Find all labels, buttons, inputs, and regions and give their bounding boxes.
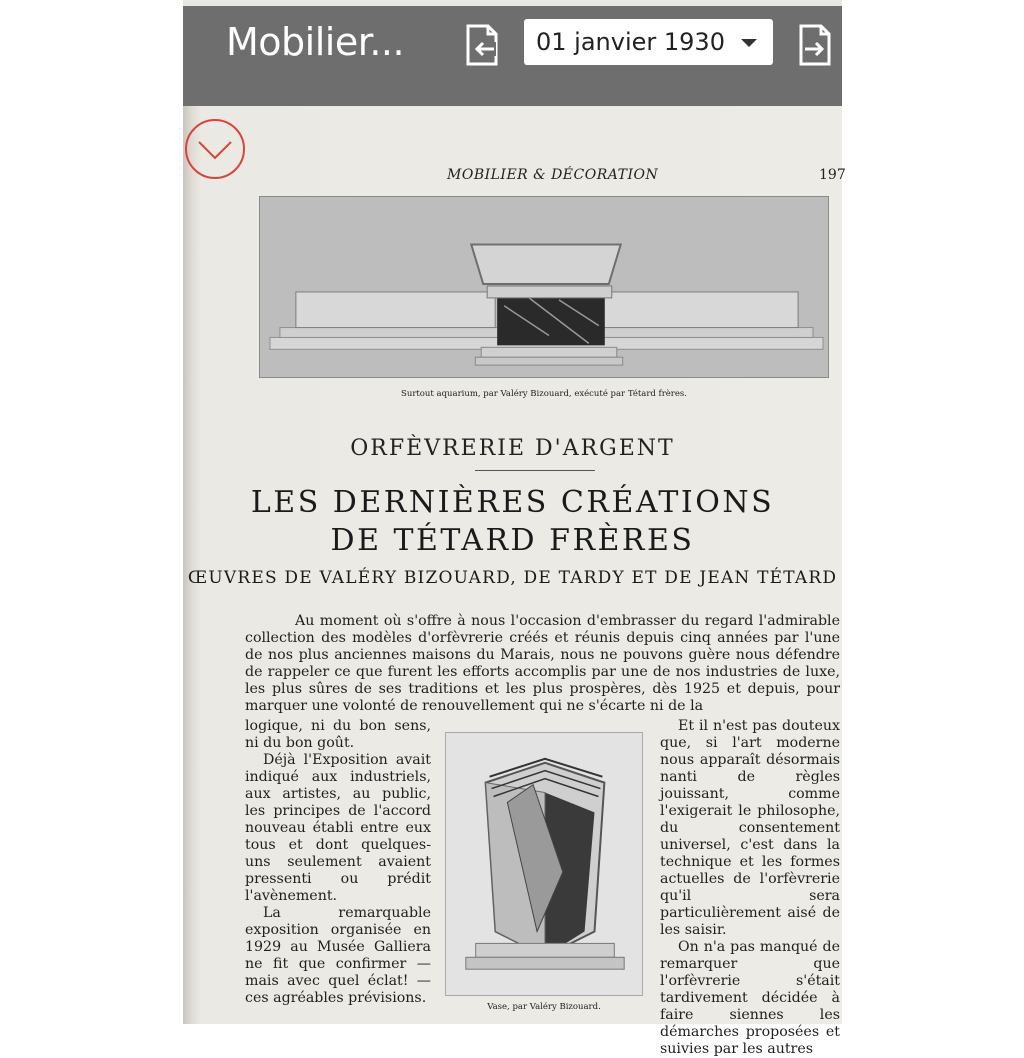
prev-page-button[interactable] — [458, 20, 504, 70]
vase-photo — [445, 732, 643, 996]
date-select[interactable] — [524, 19, 773, 65]
top-toolbar — [183, 6, 842, 106]
next-page-button[interactable] — [795, 20, 841, 70]
article-column-left — [245, 718, 431, 1007]
article-intro: Au moment où s'offre à nous l'occasion d'embrasser du regard l'admirable collection des modèles d'orfèvrerie créés et réunis depuis cinq années par l'une de nos plus anciennes maisons du Marais, nous ne pouvons guère nous défendre de rappeler ce que furent les efforts accomplis par une de nos industries de luxe, les plus sûres de ses traditions et les plus prospères, dès 1925 et depuis, pour marquer une volonté de renouvellement qui ne s'écarte ni de la — [245, 613, 840, 714]
column-right-paragraph: On n'a pas manqué de remarquer que l'orfèvrerie s'était tardivement décidée à faire siennes les démarches proposées et suivies par les autres — [660, 939, 840, 1057]
aquarium-image — [260, 197, 828, 377]
page-next-icon — [795, 20, 841, 70]
article-column-right — [660, 718, 840, 1058]
column-left-paragraph: La remarquable exposition organisée en 1929 au Musée Galliera ne fit que confirmer — mais avec quel éclat! — ces agréables prévisions. — [245, 905, 431, 1006]
magazine-page[interactable] — [183, 106, 846, 1057]
chevron-down-icon — [741, 39, 757, 47]
section-kicker: ORFÈVRERIE D'ARGENT — [350, 436, 675, 461]
publication-title[interactable]: Mobilier... — [226, 20, 405, 64]
vase-caption: Vase, par Valéry Bizouard. — [487, 1002, 601, 1012]
aquarium-photo — [259, 196, 829, 378]
headline-line-2: DE TÉTARD FRÈRES — [330, 523, 695, 558]
date-select-value: 01 janvier 1930 — [536, 28, 725, 56]
collapse-toolbar-button[interactable] — [184, 118, 246, 180]
headline-line-1: LES DERNIÈRES CRÉATIONS — [250, 485, 775, 520]
running-head: MOBILIER & DÉCORATION — [447, 167, 659, 183]
chevron-down-icon — [184, 118, 246, 180]
column-left-paragraph: logique, ni du bon sens, ni du bon goût. — [245, 718, 431, 751]
column-left-paragraph: Déjà l'Exposition avait indiqué aux industriels, aux artistes, au public, les principes de l'accord nouveau établi entre eux tous et dont quelques-uns seulement avaient pressenti ou prédit l'avènement. — [245, 752, 431, 904]
reader-app — [183, 0, 846, 1057]
page-prev-icon — [458, 20, 504, 70]
kicker-divider — [475, 470, 595, 471]
article-subheadline: ŒUVRES DE VALÉRY BIZOUARD, DE TARDY ET DE JEAN TÉTARD — [187, 568, 838, 588]
article-headline — [183, 484, 842, 560]
vase-image — [446, 733, 642, 995]
page-number: 197 — [819, 167, 846, 183]
column-right-paragraph: Et il n'est pas douteux que, si l'art moderne nous apparaît désormais nanti de règles jouissant, comme l'exigerait le philosophe, du consentement universel, c'est dans la technique et les formes actuelles de l'orfèvrerie qu'il sera particulièrement aisé de les saisir. — [660, 718, 840, 938]
aquarium-caption: Surtout aquarium, par Valéry Bizouard, exécuté par Tétard frères. — [401, 389, 687, 399]
